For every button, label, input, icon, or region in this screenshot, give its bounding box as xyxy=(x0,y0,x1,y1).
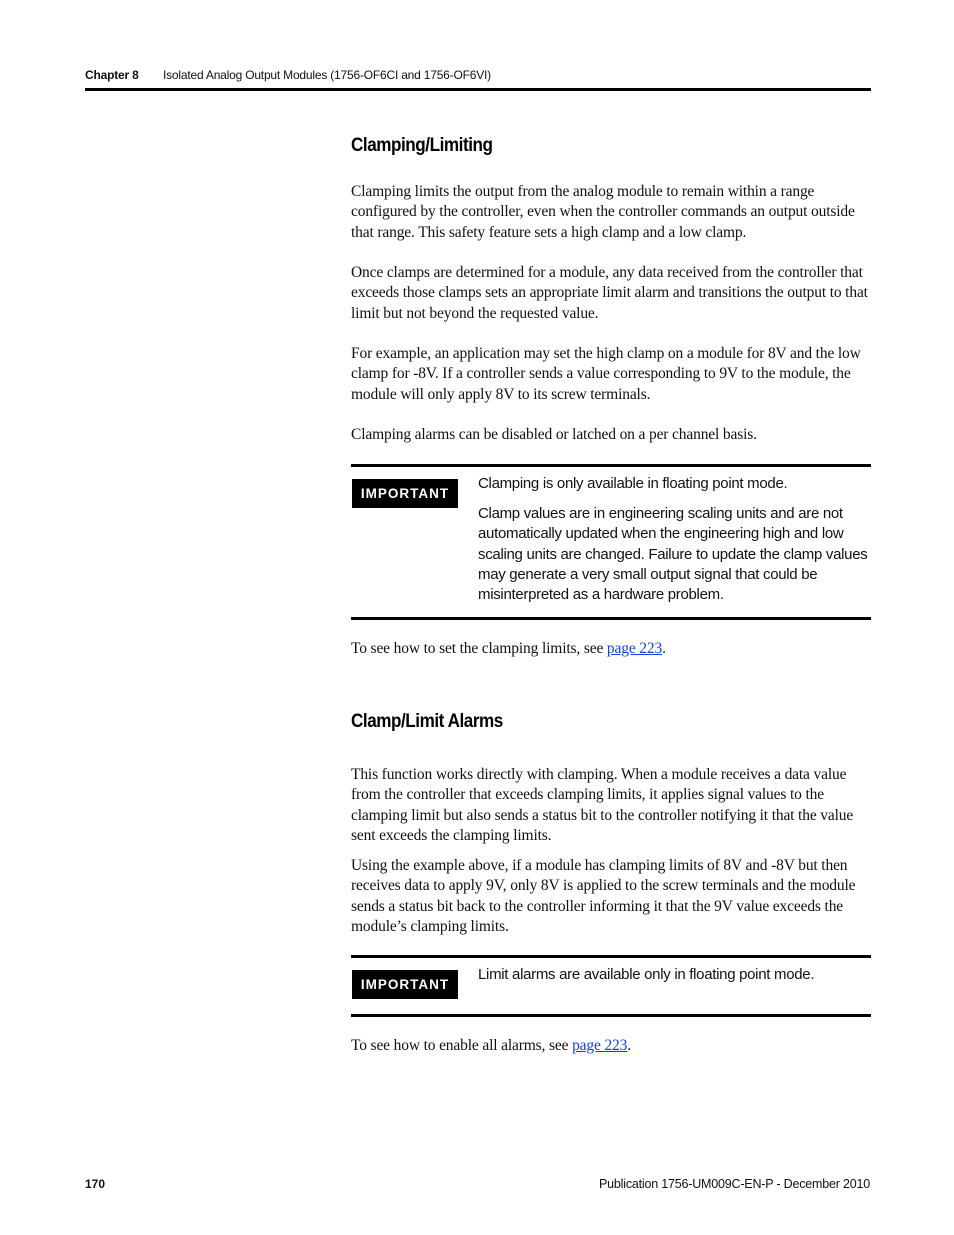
note-bottom-rule xyxy=(351,617,871,620)
note-bottom-rule xyxy=(351,1014,871,1017)
important-label: IMPORTANT xyxy=(352,479,458,508)
see-also-end: . xyxy=(627,1037,631,1054)
see-also-text: To see how to enable all alarms, see xyxy=(351,1037,573,1054)
note-top-rule xyxy=(351,464,871,467)
note-top-rule xyxy=(351,955,871,958)
publication-info: Publication 1756-UM009C-EN-P - December 2010 xyxy=(599,1177,870,1191)
see-also-line xyxy=(351,1036,871,1056)
important-note-box xyxy=(351,955,871,1020)
see-also-end: . xyxy=(662,640,666,657)
important-text: Clamp values are in engineering scaling units and are not automatically updated when the engineering high and low scaling units are changed. Failure to update the clamp values may generate a very small output signal that could be misinterpreted as a hardware problem. xyxy=(478,505,868,604)
header-rule xyxy=(85,88,871,91)
running-header xyxy=(85,66,871,90)
paragraph: Clamping limits the output from the analog module to remain within a range configured by the controller, even when the controller commands an output outside that range. This safety feature sets a high clamp and a low clamp. xyxy=(351,183,855,241)
important-note-box xyxy=(351,464,871,622)
page-link[interactable]: page 223 xyxy=(606,640,663,657)
see-also-text: To see how to set the clamping limits, see xyxy=(351,640,607,657)
paragraph: Using the example above, if a module has clamping limits of 8V and -8V but then receives data to apply 9V, only 8V is applied to the screw terminals and the module sends a status bit back to the controller informing it that the 9V value exceeds the module’s clamping limits. xyxy=(351,857,856,936)
section-heading-clamping-limiting: Clamping/Limiting xyxy=(351,135,493,156)
see-also-line xyxy=(351,639,871,659)
important-text: Clamping is only available in floating point mode. xyxy=(478,475,788,492)
important-text: Limit alarms are available only in floating point mode. xyxy=(478,966,815,983)
section-heading-clamp-limit-alarms: Clamp/Limit Alarms xyxy=(351,711,503,732)
page-number: 170 xyxy=(85,1177,106,1191)
page-link[interactable]: page 223 xyxy=(572,1037,628,1054)
paragraph: Clamping alarms can be disabled or latched on a per channel basis. xyxy=(351,426,757,443)
chapter-title: Isolated Analog Output Modules (1756-OF6CI and 1756-OF6VI) xyxy=(163,68,491,82)
chapter-label: Chapter 8 xyxy=(85,68,139,82)
paragraph: This function works directly with clamping. When a module receives a data value from the controller that exceeds clamping limits, it applies signal values to the clamping limit but also sends a status bit to the controller notifying it that the value sent exceeds the clamping limits. xyxy=(351,766,854,845)
paragraph: Once clamps are determined for a module, any data received from the controller that exceeds those clamps sets an appropriate limit alarm and transitions the output to that limit but not beyond the requested value. xyxy=(351,264,868,322)
important-label: IMPORTANT xyxy=(352,970,458,999)
paragraph: For example, an application may set the high clamp on a module for 8V and the low clamp for -8V. If a controller sends a value corresponding to 9V to the module, the module will only apply 8V to its screw terminals. xyxy=(351,345,861,403)
